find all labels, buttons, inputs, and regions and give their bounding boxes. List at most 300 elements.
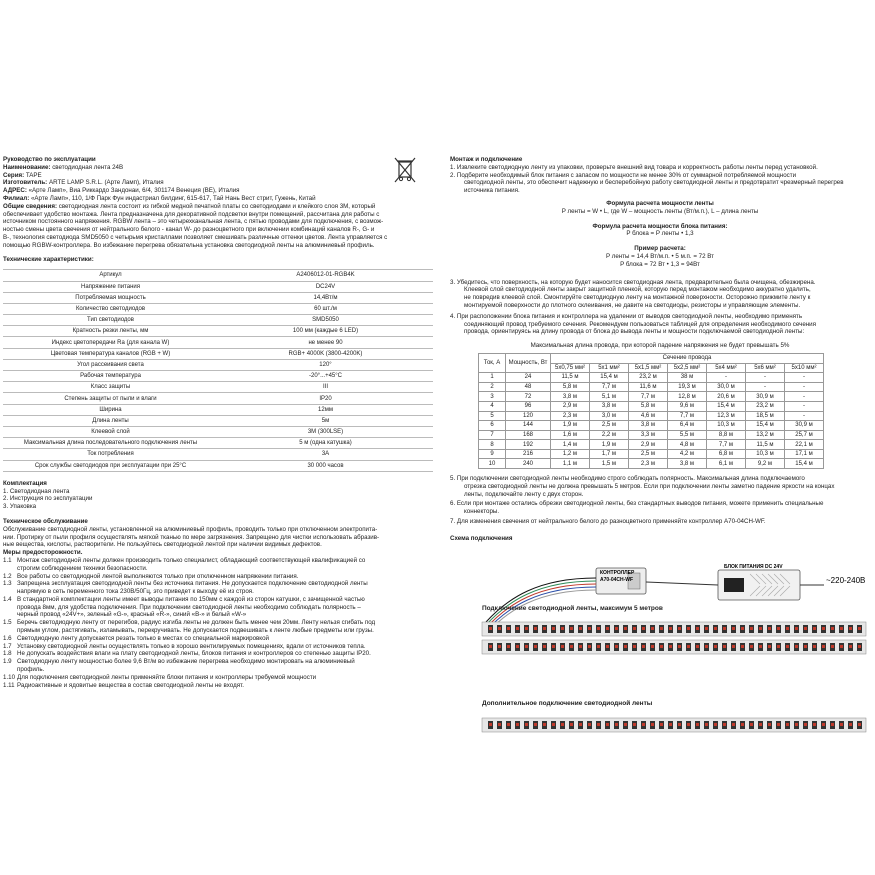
wire-row [479,392,824,402]
step-line: 5. При подключении светодиодной ленты необходимо строго соблюдать полярность. Максимальная длина подключаемого [450,475,805,483]
spec-row [3,337,433,348]
spec-row [3,404,433,415]
header-line: Серия: TAPE [3,171,42,179]
spec-name: Артикул [3,270,218,281]
formulas [450,200,870,269]
tech-title: Технические характеристики: [3,255,94,263]
led-chip [705,627,708,630]
spec-value: 120° [218,359,433,370]
led-chip [525,627,528,630]
left-column [3,156,435,689]
led-chip [651,645,654,648]
spec-value: SMD5050 [218,315,433,326]
wire-cell: 4,6 м [629,411,668,421]
wire-cell: - [785,411,824,421]
controller-label: КОНТРОЛЛЕР [600,570,635,576]
wire-cell: 8,8 м [707,430,746,440]
wire-cell: 24 [506,373,551,383]
step-line: Клеевой слой светодиодной ленты закрыт защитной пленкой, которую перед монтажом необходимо аккуратно удалить, [464,286,811,294]
spec-value: III [218,382,433,393]
led-chip [795,723,798,726]
led-chip [606,645,609,648]
led-chip [516,645,519,648]
led-chip [714,723,717,726]
led-chip [534,627,537,630]
wire-cell: 1,2 м [551,449,590,459]
led-chip [687,645,690,648]
wire-cell: 7,7 м [629,392,668,402]
wire-cell: 4,8 м [668,440,707,450]
step-line: монтируемой поверхности до плотного склеивания, не давите на светодиоды, резисторы и управляющие элементы. [464,301,801,309]
led-chip [516,627,519,630]
led-chip [831,627,834,630]
wire-cell: 144 [506,421,551,431]
wire-head-power: Мощность, Вт [506,353,551,372]
wire-cell: 72 [506,392,551,402]
led-chip [831,723,834,726]
wire-cell: 25,7 м [785,430,824,440]
led-chip [642,645,645,648]
spec-value: IP20 [218,393,433,404]
wire-cell: 11,5 м [551,373,590,383]
wire-cell: 6,4 м [668,421,707,431]
spec-name: Срок службы светодиодов при эксплуатации при 25°С [3,460,218,471]
service-line: Обслуживание светодиодной ленты, установленной на алюминиевый профиль, проводить только при отключенном электропита- [3,525,378,533]
wire-cell: 2,9 м [551,401,590,411]
safety-item: 1.4 В стандартной комплектации ленты имеет выводы питания по 150мм с каждой из сторон катушки, с зачищенной частью [3,595,365,603]
general-line: ностью смены цвета свечения от нейтрального белого - канал W- до разноцветного при включении комбинаций каналов R-, G- и [3,226,375,234]
wire-cell: - [785,401,824,411]
wire-head-current: Ток, А [479,353,506,372]
led-chip [804,723,807,726]
wire-cell: 1,4 м [551,440,590,450]
led-chip [552,645,555,648]
led-chip [498,645,501,648]
safety-item: 1.9 Светодиодную ленту мощностью более 9,6 Вт/м во избежание перегрева необходимо монтировать на алюминиевый [3,658,355,666]
wire-cell: 192 [506,440,551,450]
wire-cell: 5,8 м [551,382,590,392]
step-3 [450,279,870,310]
general-line: B-, технология светодиода SMD5050 с четырьмя кристаллами позволяет смешивать различные оттенки цветов. Лента управляется с [3,233,388,241]
led-chip [750,627,753,630]
led-chip [642,723,645,726]
led-chip [660,645,663,648]
led-chip [570,627,573,630]
wire-head-section: Сечение провода [551,353,824,363]
led-chip [669,723,672,726]
wire-cell: 30,9 м [785,421,824,431]
step-4 [450,313,870,336]
led-chip [813,723,816,726]
wire-cell: 19,3 м [668,382,707,392]
wire-cell: 30,0 м [707,382,746,392]
wire-cell: 2 [479,382,506,392]
general-line: помощью RGBW-контроллера. Во избежание перегрева обязательна установка светодиодной ленты на алюминиевый профиль. [3,241,375,249]
wire-cell: 3,0 м [590,411,629,421]
led-chip [795,627,798,630]
led-chip [633,723,636,726]
led-chip [597,645,600,648]
led-chip [777,645,780,648]
spec-value: 12мм [218,404,433,415]
led-strip-3 [482,718,866,732]
spec-name: Индекс цветопередачи Ra (для канала W) [3,337,218,348]
mount-line: 2. Подберите необходимый блок питания с запасом по мощности не менее 30% от суммарной потребляемой мощности [450,171,797,179]
led-chip [840,723,843,726]
wire-cell: 7,7 м [668,411,707,421]
spec-name: Клеевой слой [3,426,218,437]
led-chip [525,723,528,726]
safety-item: 1.1 Монтаж светодиодной ленты должен производить только специалист, обладающий соответствующей квалификацией со [3,556,366,564]
led-chip [822,723,825,726]
spec-row [3,315,433,326]
led-chip [858,645,861,648]
mount-line: светодиодной ленты, это обеспечит надежную и бесперебойную работу светодиодной ленты и предотвратит чрезмерный перегрев [464,179,844,187]
wire-cell: 3,8 м [629,421,668,431]
wire-section-header: 5х2,5 мм² [668,363,707,373]
spec-name: Потребляемая мощность [3,292,218,303]
strip-body [482,622,866,636]
example-line: P ленты = 14,4 Вт/м.п. • 5 м.п. = 72 Вт [605,252,715,260]
mount-line: 1. Извлеките светодиодную ленту из упаковки, проверьте внешний вид товара и корректность работы ленты перед установкой. [450,163,818,171]
wire-cell: 5,1 м [590,392,629,402]
led-chip [597,627,600,630]
wire-row [479,421,824,431]
spec-value: 30 000 часов [218,460,433,471]
wire-section-header: 5х4 мм² [707,363,746,373]
led-chip [624,627,627,630]
wire-cell: 216 [506,449,551,459]
example-line: P блока = 72 Вт • 1,3 = 94Вт [620,260,700,268]
scheme-title: Схема подключения [450,534,513,542]
wire-table [478,353,824,469]
led-chip [723,627,726,630]
spec-row [3,348,433,359]
led-chip [651,627,654,630]
wire-cell: 15,4 м [746,421,785,431]
wire-cell: 15,4 м [707,401,746,411]
led-chip [759,645,762,648]
wire-cell: 10 [479,459,506,469]
wire-cell: 7 [479,430,506,440]
led-chip [552,723,555,726]
wire-cell: 12,8 м [668,392,707,402]
strip-body [482,640,866,654]
wire-cell: 3,8 м [668,459,707,469]
spec-value: DC24V [218,281,433,292]
led-chip [597,723,600,726]
spec-row [3,359,433,370]
spec-row [3,270,433,281]
wire-cell: 2,5 м [629,449,668,459]
led-chip [705,645,708,648]
spec-name: Ток потребления [3,449,218,460]
spec-name: Количество светодиодов [3,303,218,314]
led-chip [660,627,663,630]
wire-cell: - [746,373,785,383]
led-chip [813,645,816,648]
spec-row [3,449,433,460]
wire-cell: 4,2 м [668,449,707,459]
wire-cell: 240 [506,459,551,469]
led-chip [786,645,789,648]
service-title: Техническое обслуживание [3,517,88,525]
led-chip [696,723,699,726]
led-chip [633,627,636,630]
document-header [3,156,435,211]
spec-value: не менее 90 [218,337,433,348]
spec-row [3,393,433,404]
safety-title: Меры предосторожности. [3,549,83,557]
service-line: ные вещества, кислоты, растворители. Не пользуйтесь светодиодной лентой при наличии видимых дефектов. [3,541,322,549]
spec-row [3,303,433,314]
led-chip [606,627,609,630]
wire-cell: 1,7 м [590,449,629,459]
wire-cell: - [746,382,785,392]
led-chip [624,723,627,726]
wire-row [479,382,824,392]
safety-item: 1.2 Все работы со светодиодной лентой выполняются только при отключенном напряжении питания. [3,572,299,580]
wire-cell: 23,2 м [629,373,668,383]
wire-cell: 15,4 м [590,373,629,383]
safety-item: черный провод «24V+», зеленый «G-», красный «R-», синий «B-» и белый «W-» [17,611,247,619]
led-chip [498,723,501,726]
led-chip [687,627,690,630]
wire-cell: 30,9 м [746,392,785,402]
led-chip [822,645,825,648]
header-line: Руководство по эксплуатации [3,156,96,163]
led-chip [849,723,852,726]
led-chip [777,723,780,726]
step-6 [450,500,870,516]
general-line: источником постоянного напряжения. RGBW лента – это четырехканальная лента, с пятью проводами для подключения, с возмож- [3,218,384,226]
step-line: отрезка светодиодной ленты не должна превышать 5 метров. Если при подключении ленты заметно падение яркости на концах [464,482,835,490]
led-chip [534,645,537,648]
safety-item: профиль. [17,666,45,674]
led-chip [660,723,663,726]
spec-value: 5м [218,415,433,426]
wire-cell: 3,8 м [551,392,590,402]
wire-cell: 23,2 м [746,401,785,411]
spec-row [3,438,433,449]
led-chip [678,723,681,726]
safety-item: строгим соблюдением техники безопасности. [17,564,148,572]
led-chip [561,723,564,726]
wire-cell: 1,1 м [551,459,590,469]
led-chip [624,645,627,648]
wire-cell: - [785,373,824,383]
led-chip [669,627,672,630]
spec-name: Тип светодиодов [3,315,218,326]
wire-cell: 8 [479,440,506,450]
right-column [450,156,870,543]
wire-row [479,440,824,450]
strip-body [482,718,866,732]
spec-name: Угол рассеивания света [3,359,218,370]
wire-cell: 15,4 м [785,459,824,469]
step-line: не повредив клеевой слой. Смонтируйте светодиодную ленту на монтажной поверхности. Осторожно прижмите ленту к [464,294,811,302]
wire-row [479,459,824,469]
wire-cell: 2,3 м [629,459,668,469]
led-chip [732,627,735,630]
spec-value: 5 м (одна катушка) [218,438,433,449]
wire-cell: 1,6 м [551,430,590,440]
wire-section-header: 5х1,5 мм² [629,363,668,373]
wire-cell: 10,3 м [707,421,746,431]
led-chip [579,627,582,630]
wire-row [479,411,824,421]
wire-cell: 7,7 м [590,382,629,392]
led-chip [840,627,843,630]
wiring-diagram [478,560,870,750]
wire-cell: 2,2 м [590,430,629,440]
led-chip [705,723,708,726]
led-chip [615,627,618,630]
wire-cell: 168 [506,430,551,440]
led-chip [687,723,690,726]
led-strip-2 [482,640,866,654]
led-chip [831,645,834,648]
wire-cell: 2,9 м [629,440,668,450]
spec-row [3,292,433,303]
wire-cell: 5,8 м [629,401,668,411]
safety-item: 1.6 Светодиодную ленту допускается резать только в местах со специальной маркировкой [3,634,269,642]
strip1-caption: Подключение светодиодной ленты, максимум 5 метров [482,605,663,612]
spec-table [3,269,433,471]
wire-cell: 20,6 м [707,392,746,402]
general-info [3,211,435,250]
led-chip [606,723,609,726]
wire-cell: 1,9 м [551,421,590,431]
wire-cell: 3 [479,392,506,402]
wire-cell: 1,5 м [590,459,629,469]
wire-cell: 5 [479,411,506,421]
step-line: коннекторы. [464,508,500,516]
wire-cell: 1,9 м [590,440,629,450]
kit-item: 1. Светодиодная лента [3,487,70,495]
controller-model: A70-04CH-WF [600,577,634,583]
wire-cell: 96 [506,401,551,411]
service-line: нии. Протирку от пыли профиля осуществлять мягкой тканью по мере загрязнения. Запрещено для чистки использовать абразив- [3,533,380,541]
spec-row [3,415,433,426]
led-chip [759,723,762,726]
wire-cell: - [707,373,746,383]
led-chip [804,645,807,648]
wire-section-header: 5х0,75 мм² [551,363,590,373]
psu-box [718,570,800,600]
led-chip [561,645,564,648]
spec-row [3,426,433,437]
led-chip [498,627,501,630]
led-chip [840,645,843,648]
led-chip [543,645,546,648]
led-chip [489,723,492,726]
wire-cell: 9,2 м [746,459,785,469]
led-chip [669,645,672,648]
led-chip [795,645,798,648]
example-title: Пример расчета: [634,245,686,253]
wire-cell: 4 [479,401,506,411]
wire-cell: 38 м [668,373,707,383]
spec-value: 60 шт./м [218,303,433,314]
spec-name: Напряжение питания [3,281,218,292]
wire-cell: 12,3 м [707,411,746,421]
led-chip [741,627,744,630]
spec-name: Максимальная длина последовательного подключения ленты [3,438,218,449]
step-line: 3. Убедитесь, что поверхность, на которую будет наносится светодиодная лента, предварительно была очищена, обезжирена. [450,278,816,286]
led-chip [777,627,780,630]
wire-cell: 120 [506,411,551,421]
safety-item: провода 8мм, для удобства подключения. При подключении светодиодной ленты необходимо соблюдать полярность – [17,603,361,611]
wire-row [479,401,824,411]
led-chip [858,723,861,726]
wire-cell: 48 [506,382,551,392]
led-chip [678,645,681,648]
led-chip [507,723,510,726]
led-chip [570,645,573,648]
step-line: соединяющий провод требуемого сечения. Рекомендуем пользоваться таблицей для определения необходимого сечения [464,320,816,328]
led-chip [579,723,582,726]
led-chip [741,723,744,726]
led-chip [768,645,771,648]
led-chip [714,645,717,648]
led-chip [489,645,492,648]
wire-section-header: 5х10 мм² [785,363,824,373]
spec-name: Степень защиты от пыли и влаги [3,393,218,404]
wire-section-header: 5х1 мм² [590,363,629,373]
wire-cell: 6,1 м [707,459,746,469]
led-chip [489,627,492,630]
led-chip [678,627,681,630]
led-chip [768,723,771,726]
kit-item: 2. Инструкция по эксплуатации [3,495,93,503]
step-7: 7. Для изменения свечения от нейтрального белого до разноцветного применяйте контроллер A70-04CH-WF. [450,518,766,526]
led-chip [615,723,618,726]
header-line: Общие сведения: светодиодная лента состоит из гибкой медной печатной платы со светодиодами и клейкого слоя 3М, который [3,202,376,210]
led-chip [561,627,564,630]
wire-cell: 13,2 м [746,430,785,440]
led-strip-1 [482,622,866,636]
wire-cell: 6 [479,421,506,431]
step-line: ленты, подключайте ленту с двух сторон. [464,490,584,498]
led-chip [516,723,519,726]
step-line: 4. При расположении блока питания и контроллера на удалении от выводов светодиодной ленты, необходимо применять [450,312,803,320]
led-chip [642,627,645,630]
safety-item: 1.8 Не допускать воздействия влаги на плату светодиодной ленты, блоков питания и контроллеров со степенью защиты IP20. [3,650,371,658]
wire-section-header: 5х6 мм² [746,363,785,373]
led-chip [588,645,591,648]
spec-value: 14,4Вт/м [218,292,433,303]
spec-value: 3М (300LSE) [218,426,433,437]
led-chip [822,627,825,630]
safety-list [3,557,435,690]
spec-row [3,382,433,393]
spec-value: A2406012-01-RGB4K [218,270,433,281]
led-chip [579,645,582,648]
psu-label: БЛОК ПИТАНИЯ DC 24V [724,564,783,570]
step-line: провода, ориентируясь на длину провода от блока до вывода ленты и мощности подключаемой светодиодной ленты: [464,328,805,336]
wire-cell: 18,5 м [746,411,785,421]
led-chip [615,645,618,648]
led-chip [552,627,555,630]
wire-cell: 7,7 м [707,440,746,450]
led-chip [588,723,591,726]
wire-cell: 2,5 м [590,421,629,431]
led-chip [732,723,735,726]
safety-item: напрямую в сеть переменного тока 230В/50Гц, это приведет к выходу её из строя. [17,588,254,596]
formula-psu: P блока = P ленты • 1,3 [626,230,694,238]
header-line: Филиал: «Арте Ламп», 110, 1/Ф Парк Фун индастриал билдинг, 615-617, Тай Нань Вест стрит, Гужень, Китай [3,194,316,202]
